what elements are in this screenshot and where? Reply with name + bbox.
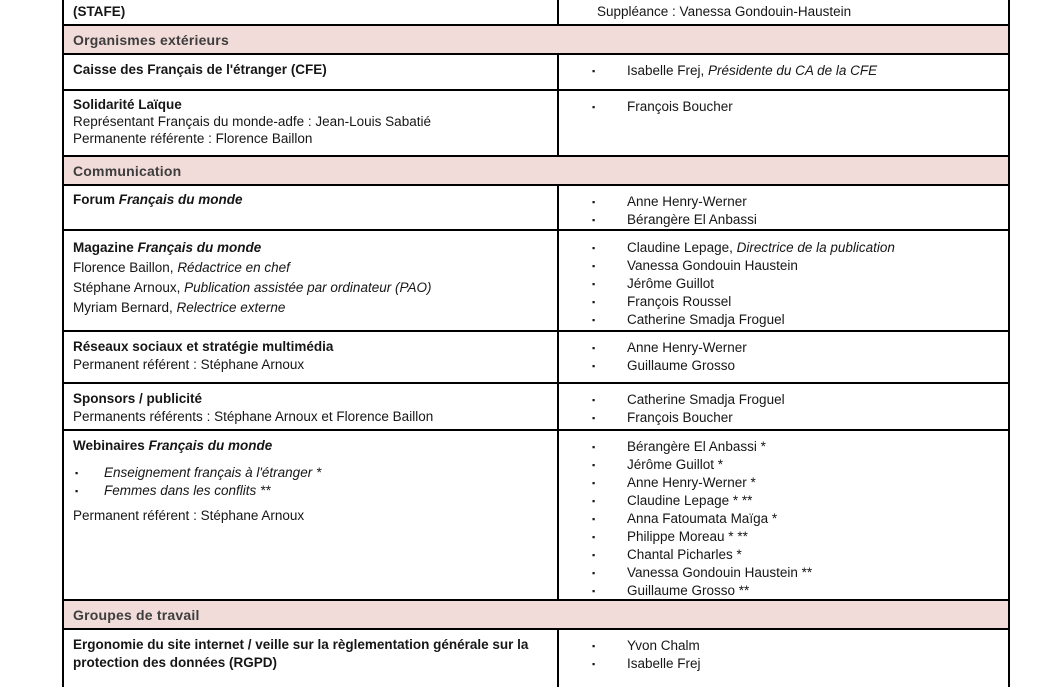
text-segment: François Boucher: [627, 99, 733, 114]
bullet-square-icon: ▪: [592, 641, 596, 651]
table-row: [64, 231, 1008, 332]
text-segment: Permanent référent : Stéphane Arnoux: [73, 508, 305, 523]
text-segment: Isabelle Frej: [627, 656, 701, 671]
right-cell: [559, 630, 1008, 687]
left-cell: [64, 431, 559, 599]
text-segment: Français du monde: [137, 240, 262, 255]
bullet-square-icon: ▪: [592, 197, 596, 207]
text-segment: Représentant Français du monde-adfe : Jean-Louis Sabatié: [73, 114, 431, 129]
left-cell: [64, 384, 559, 429]
section-row: [64, 157, 1008, 186]
text-line: [73, 390, 545, 408]
bullet-item: [559, 409, 1004, 427]
bullet-square-icon: ▪: [592, 550, 596, 560]
bullet-list: [559, 239, 1004, 329]
section-row: [64, 26, 1008, 55]
text-line: [73, 238, 545, 258]
bullet-square-icon: ▪: [592, 395, 596, 405]
text-segment: Bérangère El Anbassi: [627, 212, 757, 227]
bullet-text: [104, 464, 545, 482]
table: [62, 0, 1010, 687]
text-segment: Claudine Lepage * **: [627, 493, 753, 508]
text-segment: Femmes dans les conflits **: [104, 483, 271, 498]
text-segment: Anne Henry-Werner: [627, 340, 747, 355]
text-line: [73, 408, 545, 426]
text-segment: Jérôme Guillot *: [627, 457, 724, 472]
bullet-text: [627, 239, 1004, 257]
bullet-square-icon: ▪: [592, 261, 596, 271]
text-segment: Vanessa Gondouin Haustein: [627, 258, 798, 273]
bullet-item: [559, 98, 1004, 116]
table-row: [64, 384, 1008, 431]
left-cell: [64, 231, 559, 330]
right-cell: [559, 231, 1008, 330]
text-segment: Permanent référent : Stéphane Arnoux: [73, 357, 305, 372]
text-segment: Vanessa Gondouin Haustein **: [627, 565, 813, 580]
bullet-text: [627, 211, 1004, 229]
bullet-square-icon: ▪: [592, 460, 596, 470]
section-label: Organismes extérieurs: [73, 31, 229, 48]
left-cell: [64, 91, 559, 155]
bullet-item: [559, 655, 1004, 673]
bullet-square-icon: ▪: [592, 586, 596, 596]
text-segment: Suppléance : Vanessa Gondouin-Haustein: [597, 4, 852, 19]
right-cell: [559, 91, 1008, 155]
text-segment: Anna Fatoumata Maïga *: [627, 511, 778, 526]
bullet-square-icon: ▪: [592, 568, 596, 578]
bullet-square-icon: ▪: [592, 279, 596, 289]
text-segment: François Boucher: [627, 410, 733, 425]
bullet-square-icon: ▪: [592, 413, 596, 423]
text-segment: François Roussel: [627, 294, 732, 309]
bullet-text: [627, 582, 1004, 600]
bullet-text: [627, 655, 1004, 673]
bullet-text: [627, 391, 1004, 409]
bullet-item: [559, 62, 1004, 80]
bullet-item: [559, 339, 1004, 357]
bullet-text: [627, 438, 1004, 456]
table-row: [64, 630, 1008, 687]
table-row: [64, 55, 1008, 91]
bullet-square-icon: ▪: [592, 243, 596, 253]
table-row: [64, 186, 1008, 231]
text-segment: Français du monde: [148, 438, 273, 453]
bullet-item: [559, 193, 1004, 211]
bullet-square-icon: ▪: [592, 659, 596, 669]
bullet-list: [73, 464, 545, 500]
text-segment: Réseaux sociaux et stratégie multimédia: [73, 339, 334, 354]
bullet-item: [559, 257, 1004, 275]
bullet-square-icon: ▪: [592, 102, 596, 112]
bullet-item: [73, 464, 545, 482]
text-line: [73, 130, 545, 147]
section-label: Communication: [73, 162, 182, 179]
text-line: [73, 96, 545, 113]
bullet-square-icon: ▪: [592, 496, 596, 506]
bullet-square-icon: ▪: [592, 532, 596, 542]
bullet-list: [559, 62, 1004, 80]
bullet-item: [559, 211, 1004, 229]
text-segment: Webinaires: [73, 438, 149, 453]
bullet-item: [559, 510, 1004, 528]
text-segment: Claudine Lepage,: [627, 240, 737, 255]
table-row: [64, 431, 1008, 601]
bullet-text: [627, 193, 1004, 211]
bullet-square-icon: ▪: [592, 315, 596, 325]
text-segment: Magazine: [73, 240, 138, 255]
bullet-item: [559, 546, 1004, 564]
text-segment: Relectrice externe: [176, 300, 286, 315]
text-segment: Sponsors / publicité: [73, 391, 203, 406]
text-segment: Anne Henry-Werner *: [627, 475, 756, 490]
bullet-item: [559, 239, 1004, 257]
bullet-text: [627, 409, 1004, 427]
bullet-text: [627, 637, 1004, 655]
text-line: [73, 61, 545, 79]
bullet-item: [559, 293, 1004, 311]
right-cell: [559, 332, 1008, 382]
left-cell: [64, 630, 559, 687]
bullet-text: [627, 62, 1004, 80]
text-segment: Présidente du CA de la CFE: [708, 63, 878, 78]
bullet-item: [559, 528, 1004, 546]
bullet-text: [627, 275, 1004, 293]
bullet-list: [559, 637, 1004, 673]
bullet-list: [559, 339, 1004, 375]
bullet-item: [559, 582, 1004, 600]
table-row: [64, 0, 1008, 26]
text-segment: Publication assistée par ordinateur (PAO): [184, 280, 432, 295]
bullet-square-icon: ▪: [75, 486, 79, 496]
bullet-square-icon: ▪: [592, 361, 596, 371]
bullet-square-icon: ▪: [592, 297, 596, 307]
bullet-item: [559, 564, 1004, 582]
text-line: [73, 113, 545, 130]
bullet-item: [559, 492, 1004, 510]
text-line: [73, 356, 545, 374]
text-segment: Isabelle Frej,: [627, 63, 709, 78]
bullet-item: [73, 482, 545, 500]
text-line: [73, 507, 545, 525]
bullet-text: [627, 474, 1004, 492]
text-segment: Rédactrice en chef: [177, 260, 290, 275]
section-label: Groupes de travail: [73, 606, 200, 623]
text-line: [73, 278, 545, 298]
text-line: [73, 258, 545, 278]
text-segment: Jérôme Guillot: [627, 276, 715, 291]
text-segment: Français du monde: [118, 192, 243, 207]
left-cell: [64, 186, 559, 229]
text-line: [559, 3, 1004, 21]
right-cell: [559, 431, 1008, 599]
text-segment: Guillaume Grosso **: [627, 583, 750, 598]
bullet-list: [559, 438, 1004, 600]
left-cell: [64, 332, 559, 382]
bullet-item: [559, 637, 1004, 655]
bullet-item: [559, 391, 1004, 409]
bullet-item: [559, 474, 1004, 492]
bullet-text: [627, 564, 1004, 582]
bullet-text: [627, 339, 1004, 357]
right-cell: [559, 0, 1008, 24]
text-segment: Catherine Smadja Froguel: [627, 312, 785, 327]
bullet-square-icon: ▪: [592, 442, 596, 452]
text-segment: Solidarité Laïque: [73, 97, 182, 112]
text-segment: Permanente référente : Florence Baillon: [73, 131, 313, 146]
text-segment: Anne Henry-Werner: [627, 194, 747, 209]
text-segment: Catherine Smadja Froguel: [627, 392, 785, 407]
bullet-square-icon: ▪: [592, 343, 596, 353]
text-segment: Guillaume Grosso: [627, 358, 736, 373]
bullet-text: [627, 510, 1004, 528]
left-cell: [64, 0, 559, 24]
text-line: [73, 437, 545, 455]
text-segment: Ergonomie du site internet / veille sur la règlementation générale sur la protection des données (RGPD): [73, 637, 529, 670]
bullet-text: [104, 482, 545, 500]
table-row: [64, 332, 1008, 384]
bullet-list: [559, 391, 1004, 427]
right-cell: [559, 55, 1008, 89]
bullet-text: [627, 546, 1004, 564]
text-segment: Stéphane Arnoux,: [73, 280, 185, 295]
bullet-item: [559, 275, 1004, 293]
right-cell: [559, 384, 1008, 429]
bullet-text: [627, 311, 1004, 329]
bullet-text: [627, 456, 1004, 474]
text-segment: Permanents référents : Stéphane Arnoux et Florence Baillon: [73, 409, 434, 424]
text-segment: Yvon Chalm: [627, 638, 700, 653]
text-segment: (STAFE): [73, 4, 126, 19]
section-row: [64, 601, 1008, 630]
bullet-text: [627, 492, 1004, 510]
text-segment: Florence Baillon,: [73, 260, 178, 275]
text-line: [73, 298, 545, 318]
bullet-text: [627, 257, 1004, 275]
bullet-square-icon: ▪: [592, 514, 596, 524]
text-segment: Enseignement français à l'étranger *: [104, 465, 322, 480]
left-cell: [64, 55, 559, 89]
text-segment: Philippe Moreau * **: [627, 529, 748, 544]
bullet-item: [559, 311, 1004, 329]
text-segment: Bérangère El Anbassi *: [627, 439, 766, 454]
text-line: [73, 191, 545, 209]
table-row: [64, 91, 1008, 157]
bullet-item: [559, 456, 1004, 474]
right-cell: [559, 186, 1008, 229]
text-segment: Caisse des Français de l'étranger (CFE): [73, 62, 327, 77]
bullet-square-icon: ▪: [592, 478, 596, 488]
bullet-square-icon: ▪: [592, 215, 596, 225]
text-line: [73, 3, 545, 21]
bullet-item: [559, 438, 1004, 456]
bullet-square-icon: ▪: [592, 66, 596, 76]
text-segment: Myriam Bernard,: [73, 300, 177, 315]
text-segment: Forum: [73, 192, 119, 207]
text-line: [73, 338, 545, 356]
bullet-square-icon: ▪: [75, 468, 79, 478]
bullet-text: [627, 98, 1004, 116]
bullet-list: [559, 98, 1004, 116]
bullet-list: [559, 193, 1004, 229]
text-line: [73, 636, 545, 672]
bullet-text: [627, 528, 1004, 546]
text-segment: Directrice de la publication: [736, 240, 895, 255]
bullet-item: [559, 357, 1004, 375]
text-segment: Chantal Picharles *: [627, 547, 742, 562]
bullet-text: [627, 357, 1004, 375]
bullet-text: [627, 293, 1004, 311]
